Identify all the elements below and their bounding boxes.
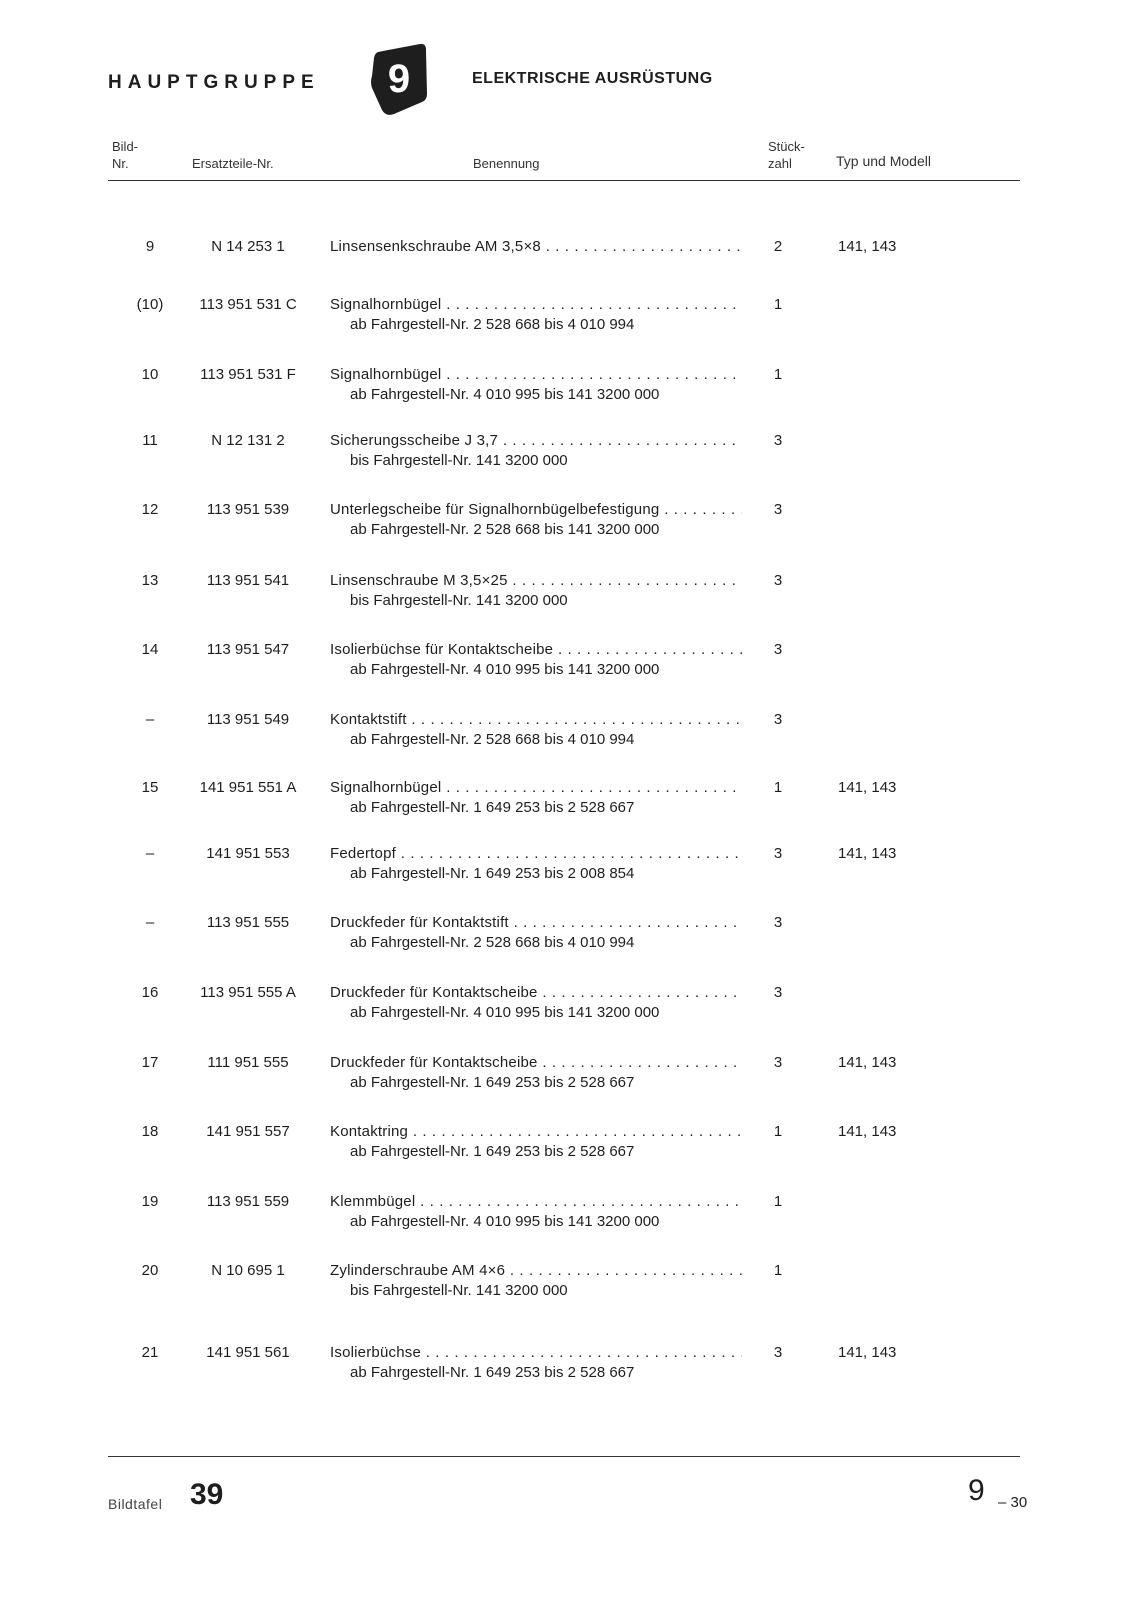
row-qty: 1 (773, 1262, 783, 1279)
row-bild: 14 (141, 641, 159, 658)
row-bild: 13 (141, 572, 159, 589)
header-divider (108, 180, 1020, 181)
row-part: 113 951 531 C (199, 296, 297, 313)
col-name-header: Benennung (473, 156, 540, 171)
row-name: Linsenschraube M 3,5×25 . . . (330, 572, 742, 589)
table-row (0, 296, 1134, 356)
row-typ: 141, 143 (838, 845, 897, 862)
row-qty: 1 (773, 1123, 783, 1140)
row-name: Federtopf . . . (330, 845, 742, 862)
table-row (0, 1123, 1134, 1183)
row-part: 113 951 549 (206, 711, 290, 728)
row-bild: 21 (141, 1344, 159, 1361)
row-qty: 1 (773, 366, 783, 383)
row-note: ab Fahrgestell-Nr. 2 528 668 bis 4 010 994 (350, 731, 635, 748)
row-note: ab Fahrgestell-Nr. 4 010 995 bis 141 3200 000 (350, 1004, 660, 1021)
row-bild: – (145, 914, 155, 931)
row-name: Signalhornbügel . . . (330, 296, 742, 313)
row-bild: 20 (141, 1262, 159, 1279)
row-part: 141 951 553 (206, 845, 290, 862)
table-row (0, 572, 1134, 632)
row-part: 113 951 559 (206, 1193, 290, 1210)
row-part: N 14 253 1 (211, 238, 285, 255)
group-number-badge (370, 42, 430, 116)
row-name: Kontaktring . . . (330, 1123, 742, 1140)
col-bild-line1: Bild- (112, 139, 139, 154)
row-note: ab Fahrgestell-Nr. 1 649 253 bis 2 008 854 (350, 865, 635, 882)
row-name: Kontaktstift . . . (330, 711, 742, 728)
row-qty: 1 (773, 296, 783, 313)
plate-number: 39 (190, 1478, 224, 1511)
table-row (0, 1262, 1134, 1322)
row-bild: 11 (142, 432, 158, 449)
row-note: ab Fahrgestell-Nr. 4 010 995 bis 141 3200 000 (350, 1213, 660, 1230)
row-bild: (10) (136, 296, 164, 313)
row-bild: 15 (141, 779, 159, 796)
row-qty: 3 (773, 845, 783, 862)
table-row (0, 1344, 1134, 1404)
row-part: N 10 695 1 (211, 1262, 285, 1279)
row-part: 113 951 541 (206, 572, 290, 589)
row-part: 113 951 555 (206, 914, 290, 931)
row-qty: 1 (773, 779, 783, 796)
col-part-header: Ersatzteile-Nr. (192, 156, 274, 171)
row-note: bis Fahrgestell-Nr. 141 3200 000 (350, 1282, 568, 1299)
group-number-icon (370, 42, 430, 116)
row-bild: – (145, 711, 155, 728)
row-qty: 3 (773, 572, 783, 589)
row-typ: 141, 143 (838, 1054, 897, 1071)
table-row (0, 238, 1134, 298)
table-row (0, 1054, 1134, 1114)
row-qty: 2 (773, 238, 783, 255)
row-qty: 1 (773, 1193, 783, 1210)
row-bild: 19 (141, 1193, 159, 1210)
row-qty: 3 (773, 711, 783, 728)
row-qty: 3 (773, 501, 783, 518)
row-part: 113 951 555 A (200, 984, 296, 1001)
row-bild: 16 (141, 984, 159, 1001)
row-note: ab Fahrgestell-Nr. 4 010 995 bis 141 3200 000 (350, 386, 660, 403)
row-note: bis Fahrgestell-Nr. 141 3200 000 (350, 452, 568, 469)
table-row (0, 1193, 1134, 1253)
table-row (0, 779, 1134, 839)
row-name: Druckfeder für Kontaktscheibe . . . (330, 984, 742, 1001)
row-part: N 12 131 2 (211, 432, 285, 449)
row-bild: 10 (141, 366, 159, 383)
row-qty: 3 (773, 641, 783, 658)
table-row (0, 501, 1134, 561)
page-number-main: 9 (968, 1474, 985, 1507)
table-row (0, 641, 1134, 701)
row-note: ab Fahrgestell-Nr. 4 010 995 bis 141 3200 000 (350, 661, 660, 678)
row-qty: 3 (773, 1054, 783, 1071)
row-note: ab Fahrgestell-Nr. 2 528 668 bis 141 3200 000 (350, 521, 660, 538)
row-bild: 18 (141, 1123, 159, 1140)
col-bild-line2: Nr. (112, 156, 129, 171)
row-typ: 141, 143 (838, 1123, 897, 1140)
row-name: Signalhornbügel . . . (330, 779, 742, 796)
row-qty: 3 (773, 914, 783, 931)
row-qty: 3 (773, 984, 783, 1001)
table-row (0, 366, 1134, 426)
row-part: 111 951 555 (207, 1054, 289, 1071)
row-note: bis Fahrgestell-Nr. 141 3200 000 (350, 592, 568, 609)
row-name: Unterlegscheibe für Signalhornbügelbefestigung . . . (330, 501, 742, 518)
col-bild-header (112, 138, 138, 172)
page-number-sub: – 30 (998, 1494, 1028, 1511)
row-name: Signalhornbügel . . . (330, 366, 742, 383)
group-number: 9 (387, 57, 411, 101)
row-note: ab Fahrgestell-Nr. 2 528 668 bis 4 010 994 (350, 934, 635, 951)
row-typ: 141, 143 (838, 238, 897, 255)
col-typ-header: Typ und Modell (836, 153, 931, 169)
row-name: Isolierbüchse . . . (330, 1344, 742, 1361)
row-name: Druckfeder für Kontaktscheibe . . . (330, 1054, 742, 1071)
group-label: HAUPTGRUPPE (108, 72, 320, 93)
plate-label: Bildtafel (108, 1496, 163, 1512)
table-row (0, 711, 1134, 771)
row-note: ab Fahrgestell-Nr. 1 649 253 bis 2 528 667 (350, 1364, 635, 1381)
row-part: 113 951 547 (206, 641, 290, 658)
row-name: Linsensenkschraube AM 3,5×8 . . . (330, 238, 742, 255)
col-qty-line2: zahl (768, 156, 792, 171)
footer-divider (108, 1456, 1020, 1457)
col-qty-header (768, 138, 805, 172)
row-name: Druckfeder für Kontaktstift . . . (330, 914, 742, 931)
row-bild: 17 (141, 1054, 159, 1071)
row-note: ab Fahrgestell-Nr. 1 649 253 bis 2 528 667 (350, 1074, 635, 1091)
row-part: 113 951 531 F (200, 366, 296, 383)
row-qty: 3 (773, 1344, 783, 1361)
row-note: ab Fahrgestell-Nr. 1 649 253 bis 2 528 667 (350, 1143, 635, 1160)
row-part: 113 951 539 (206, 501, 290, 518)
row-note: ab Fahrgestell-Nr. 2 528 668 bis 4 010 994 (350, 316, 635, 333)
section-title: ELEKTRISCHE AUSRÜSTUNG (472, 70, 713, 87)
table-row (0, 845, 1134, 905)
row-part: 141 951 561 (206, 1344, 290, 1361)
row-name: Zylinderschraube AM 4×6 . . . (330, 1262, 742, 1279)
row-name: Klemmbügel . . . (330, 1193, 742, 1210)
row-part: 141 951 557 (206, 1123, 290, 1140)
row-part: 141 951 551 A (199, 779, 297, 796)
row-name: Sicherungsscheibe J 3,7 . . . (330, 432, 742, 449)
row-qty: 3 (773, 432, 783, 449)
table-row (0, 914, 1134, 974)
row-bild: – (145, 845, 155, 862)
row-note: ab Fahrgestell-Nr. 1 649 253 bis 2 528 667 (350, 799, 635, 816)
row-bild: 9 (145, 238, 155, 255)
table-row (0, 432, 1134, 492)
row-typ: 141, 143 (838, 779, 897, 796)
col-qty-line1: Stück- (768, 139, 805, 154)
row-name: Isolierbüchse für Kontaktscheibe . . . (330, 641, 742, 658)
row-typ: 141, 143 (838, 1344, 897, 1361)
table-row (0, 984, 1134, 1044)
row-bild: 12 (141, 501, 159, 518)
